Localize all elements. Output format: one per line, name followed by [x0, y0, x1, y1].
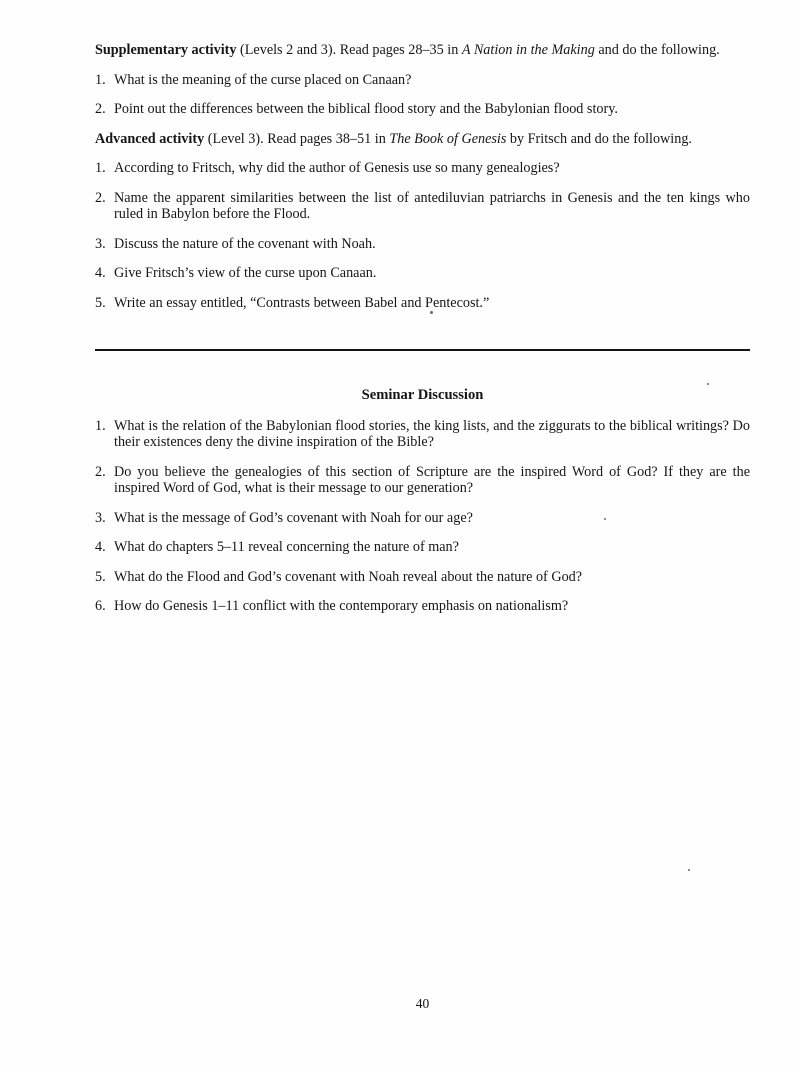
- list-number: 4.: [95, 539, 106, 555]
- list-item-text: Do you believe the genealogies of this section of Scripture are the inspired Word of God? If they are the inspired Word of God, what is their message to our generation?: [114, 463, 750, 496]
- list-item-text: Name the apparent similarities between the list of antediluvian patriarchs in Genesis and the ten kings who ruled in Babylon before the Flood.: [114, 189, 750, 222]
- list-item-text: Discuss the nature of the covenant with Noah.: [114, 235, 376, 252]
- supplementary-intro-tail: and do the following.: [594, 42, 720, 58]
- book-title-nation-in-the-making: A Nation in the Making: [461, 42, 595, 58]
- section-divider: [95, 349, 750, 351]
- advanced-item-5: [95, 295, 750, 312]
- list-number: 6.: [95, 598, 106, 614]
- list-number: 5.: [95, 568, 106, 585]
- list-number: 5.: [95, 294, 106, 311]
- advanced-activity-label: Advanced activity: [95, 130, 205, 147]
- list-number: 4.: [95, 265, 106, 281]
- page-number: 40: [415, 996, 430, 1011]
- scan-speck: [430, 311, 433, 314]
- list-item-text: What do the Flood and God’s covenant with Noah reveal about the nature of God?: [114, 568, 583, 585]
- seminar-item-5: [95, 569, 750, 586]
- list-item-text: What do chapters 5–11 reveal concerning the nature of man?: [114, 539, 459, 555]
- list-number: 3.: [95, 235, 106, 252]
- list-number: 1.: [95, 71, 106, 88]
- supplementary-activity-label: Supplementary activity: [95, 42, 237, 58]
- seminar-item-6: [95, 598, 750, 615]
- supplementary-item-2: [95, 101, 750, 118]
- advanced-intro-tail: by Fritsch and do the following.: [506, 130, 692, 147]
- advanced-item-1: [95, 160, 750, 177]
- list-item-text: Give Fritsch’s view of the curse upon Canaan.: [114, 265, 377, 281]
- list-item-text: Write an essay entitled, “Contrasts between Babel and Pentecost.”: [114, 294, 490, 311]
- list-item-text: What is the message of God’s covenant with Noah for our age?: [114, 509, 473, 526]
- advanced-item-2: [95, 190, 750, 223]
- scan-speck: [604, 518, 606, 520]
- seminar-item-2: [95, 464, 750, 497]
- supplementary-activity-intro: [95, 42, 750, 59]
- seminar-item-4: [95, 539, 750, 556]
- advanced-item-3: [95, 236, 750, 253]
- list-item-text: What is the meaning of the curse placed on Canaan?: [114, 71, 412, 88]
- list-item-text: Point out the differences between the biblical flood story and the Babylonian flood story.: [114, 101, 618, 117]
- scan-speck: [707, 383, 709, 385]
- advanced-item-4: [95, 265, 750, 282]
- scan-speck: [688, 869, 690, 871]
- list-number: 2.: [95, 101, 106, 117]
- supplementary-intro-text: (Levels 2 and 3). Read pages 28–35 in: [236, 42, 462, 58]
- list-number: 1.: [95, 417, 106, 434]
- list-item-text: How do Genesis 1–11 conflict with the contemporary emphasis on nationalism?: [114, 598, 569, 614]
- seminar-item-1: [95, 418, 750, 451]
- list-number: 3.: [95, 509, 106, 526]
- seminar-item-3: [95, 510, 750, 527]
- advanced-activity-intro: [95, 131, 750, 148]
- advanced-intro-text: (Level 3). Read pages 38–51 in: [204, 130, 390, 147]
- book-title-book-of-genesis: The Book of Genesis: [389, 130, 507, 147]
- list-number: 1.: [95, 160, 106, 176]
- list-item-text: According to Fritsch, why did the author of Genesis use so many genealogies?: [114, 160, 560, 176]
- list-number: 2.: [95, 189, 106, 206]
- list-item-text: What is the relation of the Babylonian flood stories, the king lists, and the ziggurats to the biblical writings? Do their existences deny the divine inspiration of the Bible?: [114, 417, 750, 450]
- supplementary-item-1: [95, 72, 750, 89]
- seminar-discussion-heading: Seminar Discussion: [361, 387, 484, 403]
- list-number: 2.: [95, 463, 106, 480]
